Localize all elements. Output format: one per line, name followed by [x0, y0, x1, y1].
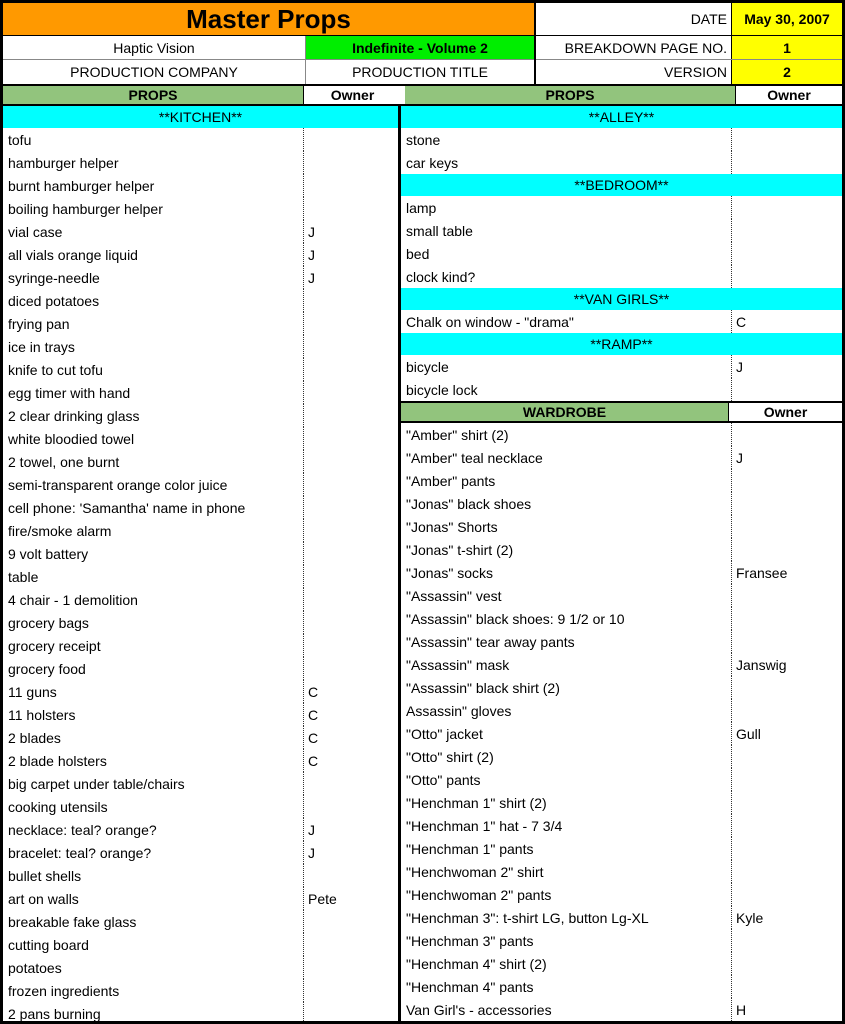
prop-owner: [731, 196, 842, 219]
prop-name: white bloodied towel: [8, 430, 135, 447]
prop-owner: Kyle: [731, 906, 842, 929]
section-header-label: **VAN GIRLS**: [573, 291, 670, 307]
section-header-label: **BEDROOM**: [574, 177, 669, 193]
prop-name: bracelet: teal? orange?: [8, 844, 152, 861]
column-header-owner-left: Owner: [303, 86, 401, 104]
table-row[interactable]: [3, 841, 398, 864]
prop-name: necklace: teal? orange?: [8, 821, 157, 838]
prop-owner: [303, 979, 398, 1002]
production-company-value: Haptic Vision: [3, 36, 306, 59]
prop-owner: [303, 197, 398, 220]
table-row[interactable]: [3, 220, 398, 243]
table-row[interactable]: [3, 910, 398, 933]
prop-owner: J: [303, 220, 398, 243]
table-row[interactable]: [3, 634, 398, 657]
section-header-owner-label: Owner: [728, 403, 842, 421]
table-row[interactable]: [401, 630, 842, 653]
prop-name: "Henchman 4" shirt (2): [406, 955, 547, 972]
prop-name: bullet shells: [8, 867, 82, 884]
table-row[interactable]: [3, 979, 398, 1002]
table-row[interactable]: [3, 289, 398, 312]
table-row[interactable]: [401, 469, 842, 492]
props-panel-left: [3, 106, 401, 1024]
prop-name: "Jonas" socks: [406, 564, 493, 581]
table-row[interactable]: [401, 423, 842, 446]
prop-name: diced potatoes: [8, 292, 100, 309]
prop-name: breakable fake glass: [8, 913, 137, 930]
table-row[interactable]: [401, 607, 842, 630]
prop-owner: [731, 265, 842, 288]
header-meta-block: [534, 3, 842, 84]
prop-name: big carpet under table/chairs: [8, 775, 185, 792]
prop-name: syringe-needle: [8, 269, 100, 286]
prop-owner: J: [731, 355, 842, 378]
table-row[interactable]: [401, 219, 842, 242]
table-row[interactable]: [401, 561, 842, 584]
prop-owner: C: [731, 310, 842, 333]
prop-name: "Henchman 3" pants: [406, 932, 534, 949]
prop-name: small table: [406, 222, 473, 239]
prop-name: semi-transparent orange color juice: [8, 476, 228, 493]
prop-name: ice in trays: [8, 338, 75, 355]
table-row[interactable]: [401, 584, 842, 607]
prop-name: potatoes: [8, 959, 62, 976]
table-row[interactable]: [3, 450, 398, 473]
table-row[interactable]: [3, 680, 398, 703]
table-row[interactable]: [401, 699, 842, 722]
production-title-value: Indefinite - Volume 2: [306, 36, 534, 59]
section-header-label: **ALLEY**: [588, 109, 655, 125]
prop-owner: [731, 837, 842, 860]
table-row[interactable]: [3, 335, 398, 358]
table-row[interactable]: [3, 611, 398, 634]
breakdown-page-value: 1: [732, 36, 842, 59]
prop-name: 2 towel, one burnt: [8, 453, 120, 470]
prop-name: "Henchman 1" pants: [406, 840, 534, 857]
prop-owner: J: [303, 243, 398, 266]
prop-name: "Amber" pants: [406, 472, 496, 489]
version-value: 2: [732, 60, 842, 84]
prop-name: "Amber" shirt (2): [406, 426, 509, 443]
prop-name: bicycle lock: [406, 381, 478, 398]
prop-owner: Pete: [303, 887, 398, 910]
prop-owner: J: [303, 841, 398, 864]
table-row[interactable]: [401, 653, 842, 676]
prop-owner: [731, 860, 842, 883]
date-row: [536, 3, 842, 36]
table-row[interactable]: [3, 887, 398, 910]
prop-name: "Assassin" black shirt (2): [406, 679, 560, 696]
prop-owner: [303, 542, 398, 565]
table-row[interactable]: [401, 998, 842, 1021]
prop-owner: [731, 242, 842, 265]
table-row[interactable]: [3, 312, 398, 335]
table-row[interactable]: [3, 174, 398, 197]
prop-owner: [303, 956, 398, 979]
prop-name: "Otto" jacket: [406, 725, 483, 742]
section-header-right-4: [401, 401, 842, 423]
prop-name: grocery receipt: [8, 637, 101, 654]
prop-owner: [731, 952, 842, 975]
prop-name: egg timer with hand: [8, 384, 131, 401]
prop-name: "Jonas" t-shirt (2): [406, 541, 514, 558]
header-left-block: [3, 3, 534, 84]
prop-owner: [731, 378, 842, 401]
table-row[interactable]: [401, 378, 842, 401]
prop-owner: [303, 335, 398, 358]
prop-owner: [303, 450, 398, 473]
breakdown-page-label: BREAKDOWN PAGE NO.: [536, 36, 732, 59]
prop-owner: [731, 975, 842, 998]
production-title-label: PRODUCTION TITLE: [306, 60, 534, 84]
prop-name: vial case: [8, 223, 63, 240]
section-header-label: **KITCHEN**: [158, 109, 243, 125]
prop-owner: [303, 565, 398, 588]
table-row[interactable]: [3, 956, 398, 979]
prop-name: "Henchwoman 2" pants: [406, 886, 552, 903]
table-row[interactable]: [3, 726, 398, 749]
prop-owner: [731, 538, 842, 561]
prop-owner: [731, 219, 842, 242]
prop-name: "Otto" shirt (2): [406, 748, 494, 765]
table-row[interactable]: [3, 496, 398, 519]
section-header-label: WARDROBE: [522, 404, 607, 420]
prop-owner: [303, 128, 398, 151]
prop-name: "Henchwoman 2" shirt: [406, 863, 544, 880]
header-values-row: [3, 36, 534, 60]
prop-name: 2 blades: [8, 729, 61, 746]
prop-owner: [303, 404, 398, 427]
version-row: [536, 60, 842, 84]
table-row[interactable]: [3, 197, 398, 220]
table-row[interactable]: [401, 196, 842, 219]
prop-owner: [303, 864, 398, 887]
prop-owner: [731, 768, 842, 791]
section-header-left-0: [3, 106, 398, 128]
prop-name: "Jonas" black shoes: [406, 495, 532, 512]
table-row[interactable]: [3, 933, 398, 956]
prop-owner: C: [303, 680, 398, 703]
prop-name: "Henchman 1" shirt (2): [406, 794, 547, 811]
prop-name: "Jonas" Shorts: [406, 518, 498, 535]
table-row[interactable]: [401, 265, 842, 288]
date-value: May 30, 2007: [732, 3, 842, 35]
date-label: DATE: [536, 3, 732, 35]
column-header-props-right: PROPS: [405, 86, 735, 104]
table-row[interactable]: [3, 404, 398, 427]
table-row[interactable]: [401, 355, 842, 378]
prop-owner: [303, 910, 398, 933]
prop-name: tofu: [8, 131, 32, 148]
prop-name: 2 pans burning: [8, 1005, 101, 1022]
table-row[interactable]: [3, 151, 398, 174]
breakdown-page-row: [536, 36, 842, 60]
prop-name: 4 chair - 1 demolition: [8, 591, 138, 608]
table-row[interactable]: [401, 929, 842, 952]
prop-owner: [303, 933, 398, 956]
prop-owner: [731, 492, 842, 515]
prop-name: stone: [406, 131, 441, 148]
table-row[interactable]: [3, 427, 398, 450]
prop-name: table: [8, 568, 39, 585]
prop-owner: [731, 151, 842, 174]
table-row[interactable]: [401, 860, 842, 883]
column-header-props-left: PROPS: [3, 86, 303, 104]
prop-owner: [731, 423, 842, 446]
table-row[interactable]: [401, 492, 842, 515]
section-header-right-2: [401, 288, 842, 310]
prop-owner: [303, 427, 398, 450]
prop-owner: [731, 128, 842, 151]
section-header-label: **RAMP**: [590, 336, 653, 352]
table-row[interactable]: [3, 1002, 398, 1024]
table-row[interactable]: [401, 791, 842, 814]
prop-owner: [303, 588, 398, 611]
prop-owner: J: [303, 266, 398, 289]
prop-owner: [731, 745, 842, 768]
prop-owner: [303, 657, 398, 680]
prop-owner: [303, 634, 398, 657]
prop-owner: [303, 496, 398, 519]
prop-name: car keys: [406, 154, 459, 171]
prop-owner: [303, 151, 398, 174]
table-row[interactable]: [401, 837, 842, 860]
table-row[interactable]: [3, 703, 398, 726]
prop-owner: [731, 676, 842, 699]
table-row[interactable]: [3, 657, 398, 680]
prop-owner: Gull: [731, 722, 842, 745]
column-header-owner-right: Owner: [735, 86, 842, 104]
prop-owner: [303, 519, 398, 542]
prop-name: "Henchman 4" pants: [406, 978, 534, 995]
table-row[interactable]: [401, 446, 842, 469]
prop-name: "Henchman 1" hat - 7 3/4: [406, 817, 563, 834]
prop-owner: [731, 515, 842, 538]
table-row[interactable]: [3, 565, 398, 588]
table-row[interactable]: [401, 768, 842, 791]
prop-name: fire/smoke alarm: [8, 522, 112, 539]
table-row[interactable]: [3, 381, 398, 404]
prop-owner: [303, 289, 398, 312]
prop-name: 2 clear drinking glass: [8, 407, 140, 424]
prop-owner: [303, 174, 398, 197]
table-row[interactable]: [401, 515, 842, 538]
table-row[interactable]: [3, 772, 398, 795]
prop-owner: [303, 473, 398, 496]
prop-name: "Amber" teal necklace: [406, 449, 543, 466]
prop-owner: [731, 630, 842, 653]
section-header-right-1: [401, 174, 842, 196]
sheet-header: [3, 3, 842, 84]
table-row[interactable]: [3, 128, 398, 151]
prop-owner: C: [303, 726, 398, 749]
table-row[interactable]: [3, 519, 398, 542]
prop-name: "Assassin" tear away pants: [406, 633, 575, 650]
prop-owner: J: [731, 446, 842, 469]
prop-name: grocery food: [8, 660, 86, 677]
table-row[interactable]: [3, 749, 398, 772]
prop-name: Assassin" gloves: [406, 702, 512, 719]
prop-owner: [731, 883, 842, 906]
table-row[interactable]: [3, 243, 398, 266]
table-row[interactable]: [401, 975, 842, 998]
table-row[interactable]: [401, 676, 842, 699]
prop-owner: Fransee: [731, 561, 842, 584]
prop-name: 9 volt battery: [8, 545, 89, 562]
prop-name: 11 holsters: [8, 706, 76, 723]
sheet-body: [3, 106, 842, 1024]
prop-owner: [303, 312, 398, 335]
prop-owner: [303, 381, 398, 404]
table-row[interactable]: [401, 952, 842, 975]
prop-owner: [731, 791, 842, 814]
prop-owner: [731, 699, 842, 722]
prop-name: "Assassin" mask: [406, 656, 510, 673]
section-header-right-3: [401, 333, 842, 355]
prop-name: cutting board: [8, 936, 89, 953]
table-row[interactable]: [3, 818, 398, 841]
props-panel-right: [401, 106, 842, 1024]
prop-owner: [303, 1002, 398, 1024]
prop-name: "Otto" pants: [406, 771, 481, 788]
prop-owner: [731, 584, 842, 607]
table-row[interactable]: [401, 745, 842, 768]
prop-name: Van Girl's - accessories: [406, 1001, 552, 1018]
prop-owner: [731, 469, 842, 492]
section-header-right-0: [401, 106, 842, 128]
table-row[interactable]: [401, 814, 842, 837]
prop-owner: Janswig: [731, 653, 842, 676]
prop-name: bed: [406, 245, 430, 262]
page-title: Master Props: [3, 3, 534, 36]
prop-name: cell phone: 'Samantha' name in phone: [8, 499, 246, 516]
prop-name: 2 blade holsters: [8, 752, 107, 769]
table-row[interactable]: [401, 242, 842, 265]
prop-name: "Assassin" vest: [406, 587, 502, 604]
prop-name: lamp: [406, 199, 437, 216]
prop-name: frozen ingredients: [8, 982, 120, 999]
table-row[interactable]: [401, 538, 842, 561]
prop-name: frying pan: [8, 315, 70, 332]
table-row[interactable]: [401, 128, 842, 151]
prop-owner: [303, 772, 398, 795]
table-row[interactable]: [3, 473, 398, 496]
table-row[interactable]: [3, 588, 398, 611]
prop-name: knife to cut tofu: [8, 361, 103, 378]
prop-owner: C: [303, 749, 398, 772]
prop-name: grocery bags: [8, 614, 89, 631]
table-row[interactable]: [3, 542, 398, 565]
table-row[interactable]: [401, 883, 842, 906]
prop-name: clock kind?: [406, 268, 476, 285]
table-row[interactable]: [3, 795, 398, 818]
prop-name: cooking utensils: [8, 798, 108, 815]
prop-owner: C: [303, 703, 398, 726]
prop-name: Chalk on window - "drama": [406, 313, 574, 330]
version-label: VERSION: [536, 60, 732, 84]
prop-owner: [303, 611, 398, 634]
prop-name: boiling hamburger helper: [8, 200, 163, 217]
table-row[interactable]: [3, 266, 398, 289]
table-row[interactable]: [401, 151, 842, 174]
prop-owner: [731, 607, 842, 630]
table-row[interactable]: [3, 358, 398, 381]
prop-owner: [303, 795, 398, 818]
prop-name: art on walls: [8, 890, 79, 907]
prop-name: hamburger helper: [8, 154, 119, 171]
prop-owner: [731, 814, 842, 837]
prop-name: "Henchman 3": t-shirt LG, button Lg-XL: [406, 909, 649, 926]
prop-name: 11 guns: [8, 683, 57, 700]
header-labels-row: [3, 60, 534, 84]
prop-name: all vials orange liquid: [8, 246, 138, 263]
table-row[interactable]: [401, 722, 842, 745]
prop-name: bicycle: [406, 358, 449, 375]
prop-owner: [303, 358, 398, 381]
table-row[interactable]: [401, 906, 842, 929]
prop-owner: [731, 929, 842, 952]
prop-name: "Assassin" black shoes: 9 1/2 or 10: [406, 610, 625, 627]
column-header-band: [3, 84, 842, 106]
prop-owner: H: [731, 998, 842, 1021]
table-row[interactable]: [401, 310, 842, 333]
production-company-label: PRODUCTION COMPANY: [3, 60, 306, 84]
prop-name: burnt hamburger helper: [8, 177, 155, 194]
prop-owner: J: [303, 818, 398, 841]
table-row[interactable]: [3, 864, 398, 887]
